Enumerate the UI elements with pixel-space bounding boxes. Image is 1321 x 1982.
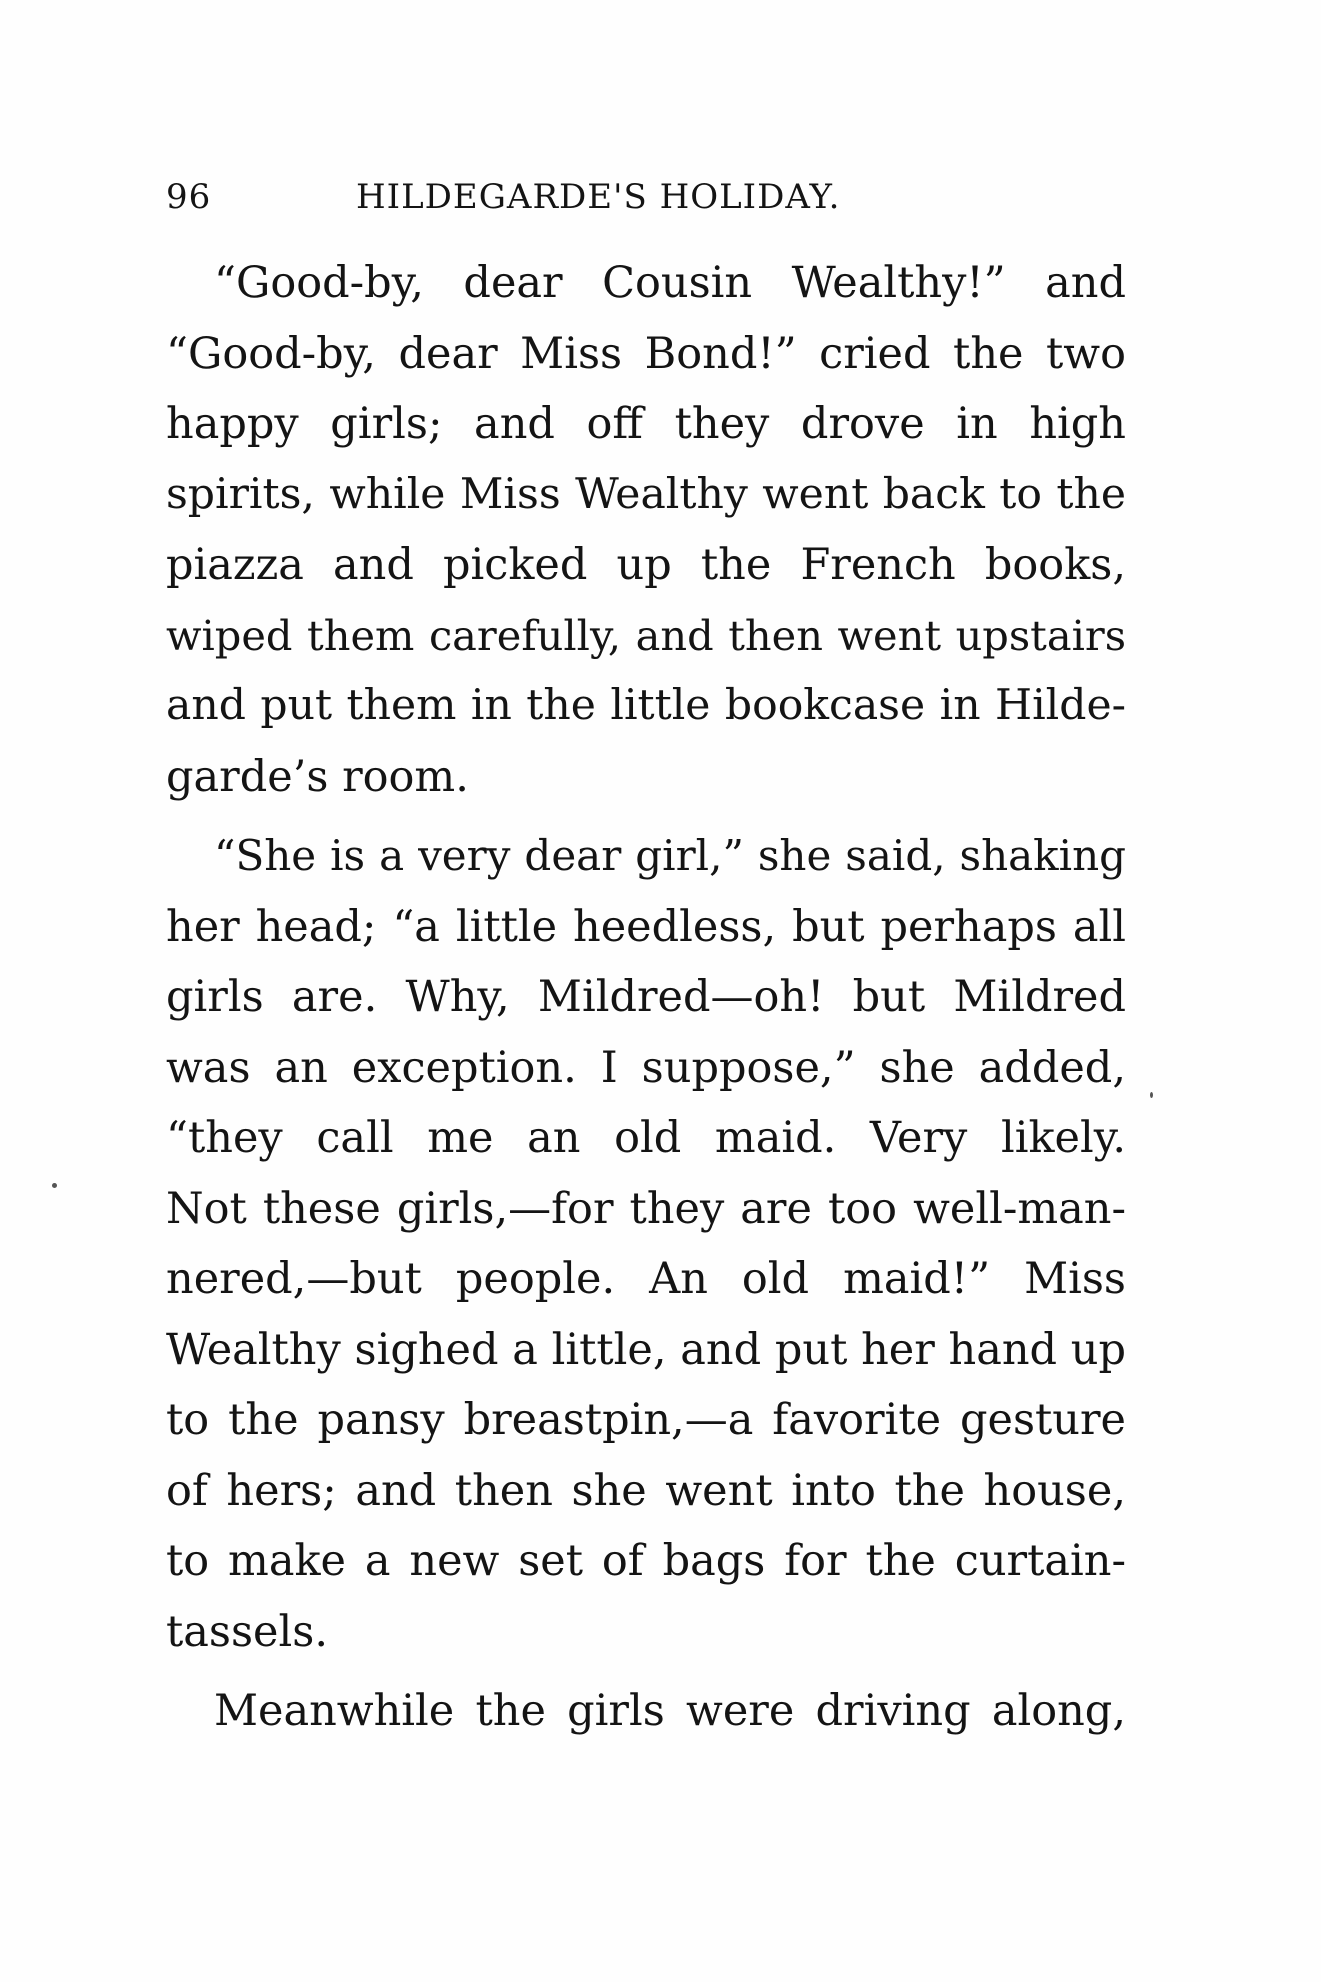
page-number: 96 xyxy=(166,177,212,217)
running-head xyxy=(166,172,1126,222)
text-line: Not these girls,—for they are too well-man- xyxy=(166,1183,1126,1234)
text-line: spirits, while Miss Wealthy went back to the xyxy=(166,469,1126,519)
paragraph xyxy=(166,1676,1126,1747)
paragraph xyxy=(166,821,1126,1667)
text-line: girls are. Why, Mildred—oh! but Mildred xyxy=(166,972,1126,1022)
text-line: garde’s room. xyxy=(166,751,469,802)
text-line: nered,—but people. An old maid!” Miss xyxy=(166,1254,1126,1304)
paragraph xyxy=(166,248,1126,812)
text-line: of hers; and then she went into the house, xyxy=(166,1465,1126,1516)
text-line: tassels. xyxy=(166,1606,328,1657)
text-line: to the pansy breastpin,—a favorite gesture xyxy=(166,1395,1126,1445)
text-line: wiped them carefully, and then went upstairs xyxy=(166,610,1126,660)
print-speck xyxy=(52,1183,57,1188)
body-text xyxy=(166,248,1126,1747)
running-title: HILDEGARDE'S HOLIDAY. xyxy=(356,177,841,217)
text-line: happy girls; and off they drove in high xyxy=(166,399,1126,449)
text-line: her head; “a little heedless, but perhaps all xyxy=(166,901,1126,952)
text-line: Wealthy sighed a little, and put her hand up xyxy=(166,1324,1126,1375)
text-line: Meanwhile the girls were driving along, xyxy=(214,1686,1126,1736)
text-line: was an exception. I suppose,” she added, xyxy=(166,1042,1126,1093)
print-speck xyxy=(1150,1092,1153,1098)
text-line: “She is a very dear girl,” she said, shaking xyxy=(214,831,1126,880)
text-line: to make a new set of bags for the curtain- xyxy=(166,1536,1126,1586)
text-line: and put them in the little bookcase in Hilde- xyxy=(166,681,1126,730)
text-line: piazza and picked up the French books, xyxy=(166,540,1126,590)
text-line: “Good-by, dear Miss Bond!” cried the two xyxy=(166,328,1126,379)
text-line: “Good-by, dear Cousin Wealthy!” and xyxy=(214,258,1126,308)
text-line: “they call me an old maid. Very likely. xyxy=(166,1113,1126,1163)
